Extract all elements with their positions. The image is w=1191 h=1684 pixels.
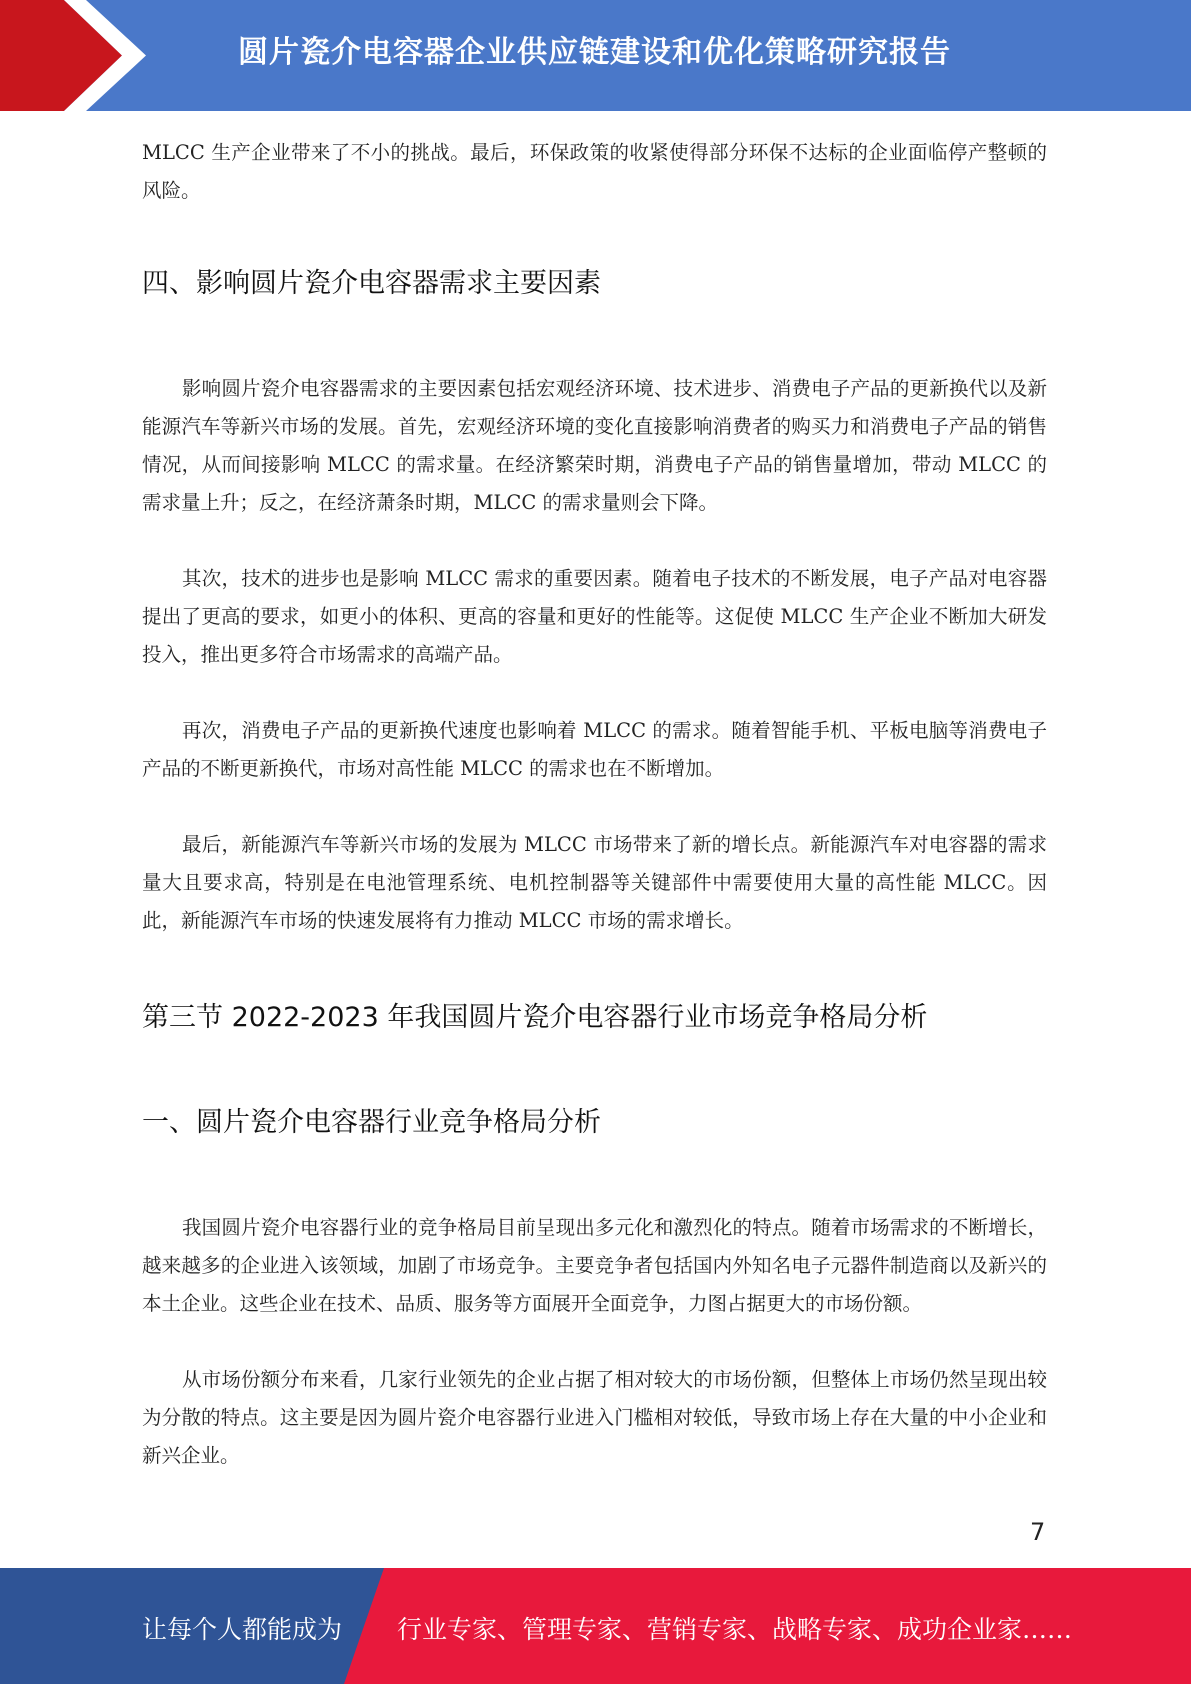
paragraph-consumer-electronics: 再次，消费电子产品的更新换代速度也影响着 MLCC 的需求。随着智能手机、平板电脑等消费电子产品的不断更新换代，市场对高性能 MLCC 的需求也在不断增加。 (142, 719, 1047, 780)
footer-slogan-right: 行业专家、管理专家、营销专家、战略专家、成功企业家…… (397, 1615, 1073, 1644)
page-content (142, 134, 1047, 1475)
page-header (0, 0, 1191, 111)
header-arrow-decoration (0, 0, 160, 111)
section-heading-3: 第三节 2022-2023 年我国圆片瓷介电容器行业市场竞争格局分析 (142, 1002, 928, 1033)
paragraph-new-energy-vehicles: 最后，新能源汽车等新兴市场的发展为 MLCC 市场带来了新的增长点。新能源汽车对电容器的需求量大且要求高，特别是在电池管理系统、电机控制器等关键部件中需要使用大量的高性能 MLCC。因此，新能源汽车市场的快速发展将有力推动 MLCC 市场的需求增长。 (142, 833, 1047, 932)
section-heading-4: 四、影响圆片瓷介电容器需求主要因素 (142, 268, 601, 299)
paragraph-continued: MLCC 生产企业带来了不小的挑战。最后，环保政策的收紧使得部分环保不达标的企业面临停产整顿的风险。 (142, 141, 1047, 202)
page-footer (0, 1568, 1191, 1684)
footer-slogan-left: 让每个人都能成为 (142, 1615, 343, 1644)
report-title: 圆片瓷介电容器企业供应链建设和优化策略研究报告 (238, 35, 951, 70)
paragraph-tech-progress: 其次，技术的进步也是影响 MLCC 需求的重要因素。随着电子技术的不断发展，电子产品对电容器提出了更高的要求，如更小的体积、更高的容量和更好的性能等。这促使 MLCC 生产企业不断加大研发投入，推出更多符合市场需求的高端产品。 (142, 567, 1047, 666)
page-number: 7 (1030, 1518, 1046, 1546)
paragraph-demand-factors: 影响圆片瓷介电容器需求的主要因素包括宏观经济环境、技术进步、消费电子产品的更新换代以及新能源汽车等新兴市场的发展。首先，宏观经济环境的变化直接影响消费者的购买力和消费电子产品的销售情况，从而间接影响 MLCC 的需求量。在经济繁荣时期，消费电子产品的销售量增加，带动 MLCC 的需求量上升；反之，在经济萧条时期，MLCC 的需求量则会下降。 (142, 377, 1047, 514)
paragraph-market-share: 从市场份额分布来看，几家行业领先的企业占据了相对较大的市场份额，但整体上市场仍然呈现出较为分散的特点。这主要是因为圆片瓷介电容器行业进入门槛相对较低，导致市场上存在大量的中小企业和新兴企业。 (142, 1368, 1047, 1467)
paragraph-competition-landscape: 我国圆片瓷介电容器行业的竞争格局目前呈现出多元化和激烈化的特点。随着市场需求的不断增长，越来越多的企业进入该领域，加剧了市场竞争。主要竞争者包括国内外知名电子元器件制造商以及新兴的本土企业。这些企业在技术、品质、服务等方面展开全面竞争，力图占据更大的市场份额。 (142, 1216, 1047, 1315)
subsection-heading-1: 一、圆片瓷介电容器行业竞争格局分析 (142, 1107, 601, 1138)
